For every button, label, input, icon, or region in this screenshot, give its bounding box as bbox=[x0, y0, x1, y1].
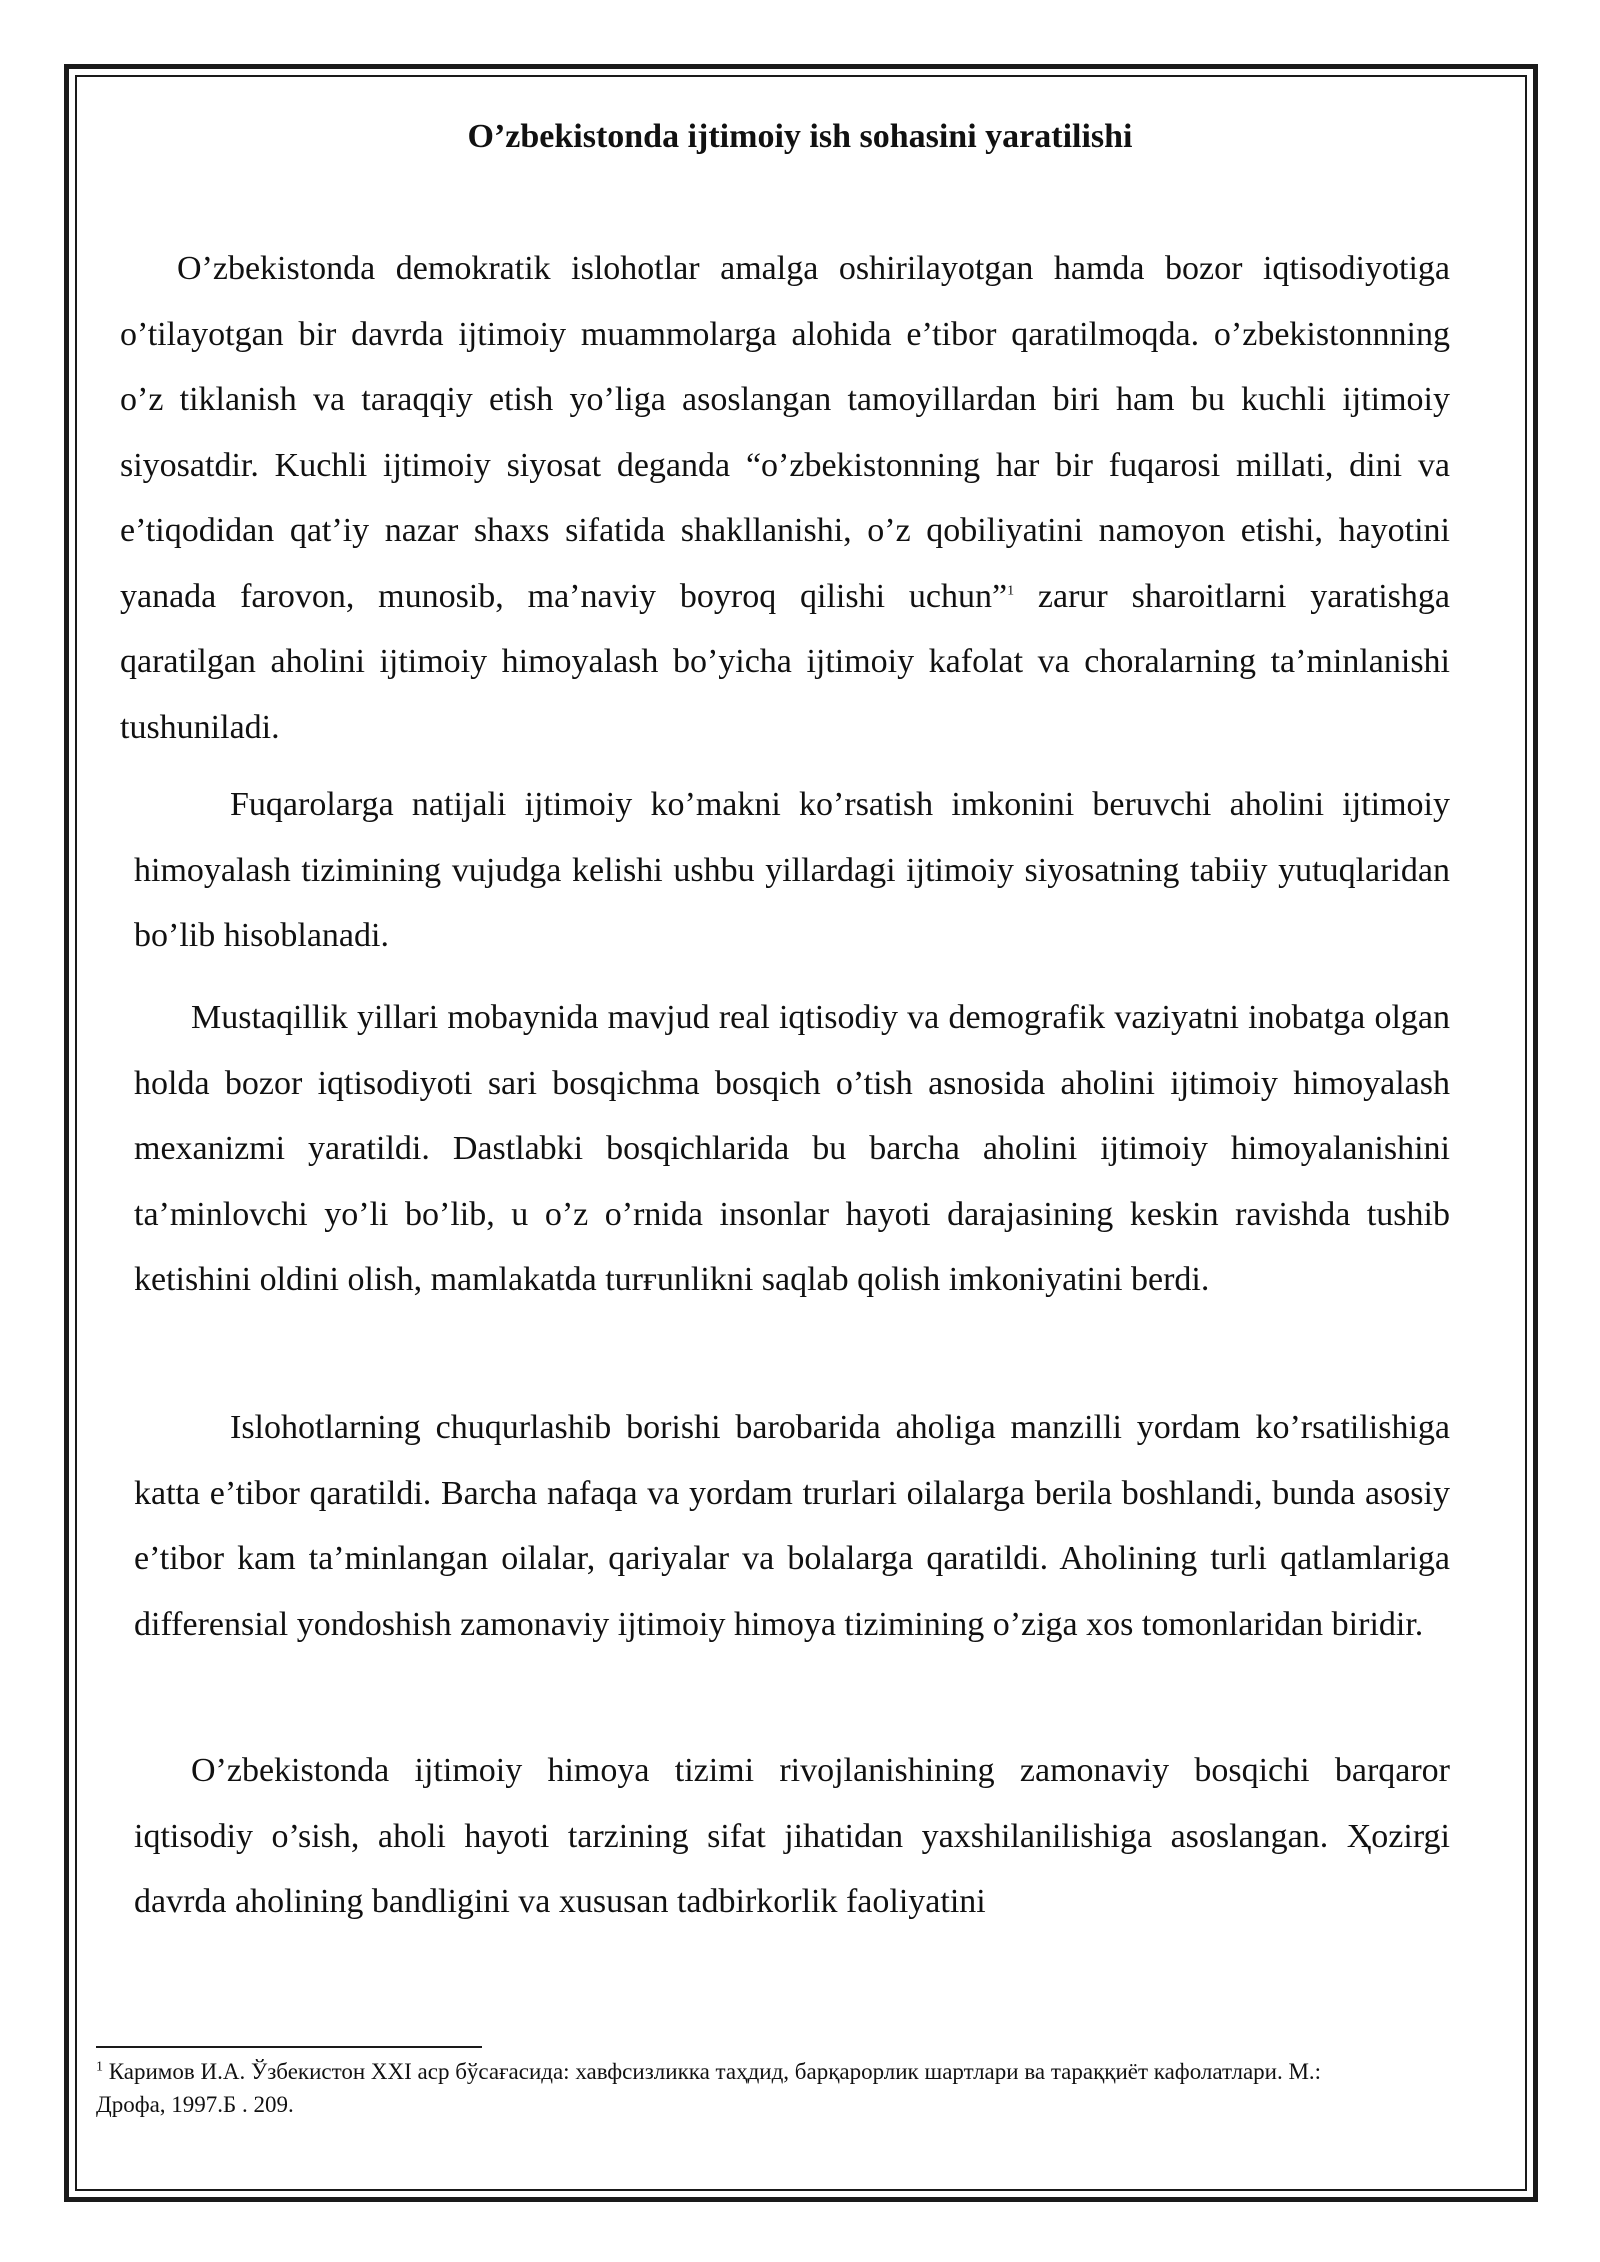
footnote-text: Каримов И.А. Ўзбекистон XXI аср бўсағасида: хавфсизликка таҳдид, барқарорлик шартлари ва тараққиёт кафолатлари. М.: Дрофа, 1997.Б . 209. bbox=[96, 2059, 1322, 2117]
footnote-number: 1 bbox=[96, 2059, 103, 2075]
paragraph-5: O’zbekistonda ijtimoiy himoya tizimi rivojlanishining zamonaviy bosqichi barqaror iqtisodiy o’sish, aholi hayoti tarzining sifat jihatidan yaxshilanilishiga asoslangan. Ҳozirgi davrda aholining bandligini va xususan tadbirkorlik faoliyatini bbox=[134, 1752, 1450, 1920]
paragraph-2: Fuqarolarga natijali ijtimoiy ko’makni ko’rsatish imkonini beruvchi aholini ijtimoiy himoyalash tizimining vujudga kelishi ushbu yillardagi ijtimoiy siyosatning tabiiy yutuqlaridan bo’lib hisoblanadi. bbox=[134, 786, 1450, 954]
footnote bbox=[96, 2055, 1396, 2121]
paragraph-1-text: O’zbekistonda demokratik islohotlar amalga oshirilayotgan hamda bozor iqtisodiyotiga o’tilayotgan bir davrda ijtimoiy muammolarga alohida e’tibor qaratilmoqda. o’zbekistonnning o’z tiklanish va taraqqiy etish yo’liga asoslangan tamoyillardan biri ham bu kuchli ijtimoiy siyosatdir. Kuchli ijtimoiy siyosat deganda “o’zbekistonning har bir fuqarosi millati, dini va e’tiqodidan qat’iy nazar shaxs sifatida shakllanishi, o’z qobiliyatini namoyon etishi, hayotini yanada farovon, munosib, ma’naviy boyroq qilishi uchun” bbox=[120, 250, 1450, 615]
document-title: O’zbekistonda ijtimoiy ish sohasini yaratilishi bbox=[467, 118, 1133, 155]
paragraph-1 bbox=[120, 236, 1450, 760]
paragraph-3: Mustaqillik yillari mobaynida mavjud real iqtisodiy va demografik vaziyatni inobatga olgan holda bozor iqtisodiyoti sari bosqichma bosqich o’tish asnosida aholini ijtimoiy himoyalash mexanizmi yaratildi. Dastlabki bosqichlarida bu barcha aholini ijtimoiy himoyalanishini ta’minlovchi yo’li bo’lib, u o’z o’rnida insonlar hayoti darajasining keskin ravishda tushib ketishini oldini olish, mamlakatda turғunlikni saqlab qolish imkoniyatini berdi. bbox=[134, 999, 1450, 1298]
paragraph-4: Islohotlarning chuqurlashib borishi barobarida aholiga manzilli yordam ko’rsatilishiga katta e’tibor qaratildi. Barcha nafaqa va yordam trurlari oilalarga berila boshlandi, bunda asosiy e’tibor kam ta’minlangan oilalar, qariyalar va bolalarga qaratildi. Aholining turli qatlamlariga differensial yondoshish zamonaviy ijtimoiy himoya tizimining o’ziga xos tomonlaridan biridir. bbox=[134, 1409, 1450, 1643]
footnote-separator bbox=[96, 2046, 482, 2048]
footnote-reference: 1 bbox=[1007, 583, 1015, 599]
paragraph-1-continuation: zarur sharoitlarni yaratishga qaratilgan aholini ijtimoiy himoyalash bo’yicha ijtimoiy kafolat va choralarning ta’minlanishi tushuniladi. bbox=[120, 577, 1450, 746]
